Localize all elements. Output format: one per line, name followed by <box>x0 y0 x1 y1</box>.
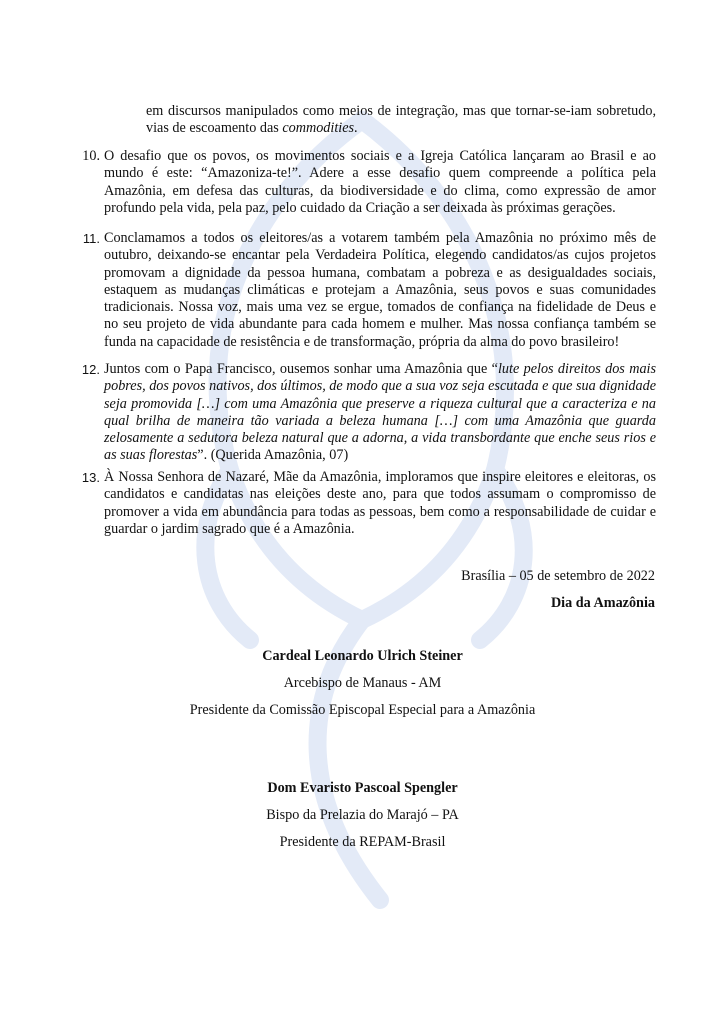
paragraph-text: À Nossa Senhora de Nazaré, Mãe da Amazônia, imploramos que inspire eleitores e eleitoras, os candidatos e candidatas nas eleições deste ano, para que todos assumam o compromisso de promover a vida em abundância para todas as pessoas, bem como a responsabilidade de cuidar e guardar o jardim sagrado que é a Amazônia. <box>104 469 656 537</box>
paragraph-13 <box>81 469 656 538</box>
signatory-role: Presidente da REPAM-Brasil <box>279 834 446 850</box>
paragraph-text: Juntos com o Papa Francisco, ousemos sonhar uma Amazônia que “ <box>104 361 498 377</box>
paragraph-number: 12. <box>81 362 100 377</box>
paragraph-number: 10. <box>82 148 100 164</box>
continuation-text: em discursos manipulados como meios de integração, mas que tornar-se-iam sobretudo, vias de escoamento das <box>146 103 656 137</box>
paragraph-number: 11. <box>82 231 100 246</box>
paragraph-text: O desafio que os povos, os movimentos sociais e a Igreja Católica lançaram ao Brasil e ao mundo é este: “Amazoniza-te!”. Adere a esse desafio quem compreende a política pela Amazônia, em defesa das culturas, da biodiversidade e do clima, como expressão de amor profundo pela vida, pela paz, pelo cuidado da Criação a ser deixada às próximas gerações. <box>104 148 656 216</box>
signatory-role: Presidente da Comissão Episcopal Especial para a Amazônia <box>189 702 536 718</box>
paragraph-11 <box>82 230 656 351</box>
paragraph-quote: lute pelos direitos dos mais pobres, dos povos nativos, dos últimos, de modo que a sua voz seja escutada e que sua dignidade seja promovida […] com uma Amazônia que preserve a riqueza cultural que a caracteriza e na qual brilha de maneira tão variada a beleza humana […] com uma Amazônia que guarda zelosamente a sedutora beleza natural que a adorna, a vida transbordante que enche seus rios e as suas florestas <box>104 361 657 464</box>
continuation-end: . <box>354 120 358 137</box>
paragraph-10 <box>82 148 656 217</box>
signatory-role: Arcebispo de Manaus - AM <box>283 675 442 691</box>
signatory-name: Dom Evaristo Pascoal Spengler <box>267 780 458 796</box>
signatory-name: Cardeal Leonardo Ulrich Steiner <box>262 648 463 664</box>
day-title: Dia da Amazônia <box>550 595 655 611</box>
paragraph-continuation <box>146 103 656 138</box>
paragraph-citation: ”. (Querida Amazônia, 07) <box>197 447 349 464</box>
place-date: Brasília – 05 de setembro de 2022 <box>461 568 655 584</box>
paragraph-number: 13. <box>81 470 100 485</box>
continuation-italic: commodities <box>282 120 355 137</box>
signatory-role: Bispo da Prelazia do Marajó – PA <box>266 807 459 823</box>
paragraph-text: Conclamamos a todos os eleitores/as a votarem também pela Amazônia no próximo mês de outubro, deixando-se encantar pela Verdadeira Política, elegendo candidatos/as cujos projetos promovam a dignidade da pessoa humana, combatam a pobreza e as desigualdades sociais, estaquem as mudanças climáticas e protejam a Amazônia, seus povos e suas comunidades tradicionais. Nossa voz, mais uma vez se ergue, tomados de confiança na fidelidade de Deus e no seu projeto de vida abundante para cada homem e mulher. Mas nossa confiança também se funda na capacidade de resistência e de transformação, própria da alma do povo brasileiro! <box>104 230 656 350</box>
paragraph-12 <box>81 361 657 465</box>
